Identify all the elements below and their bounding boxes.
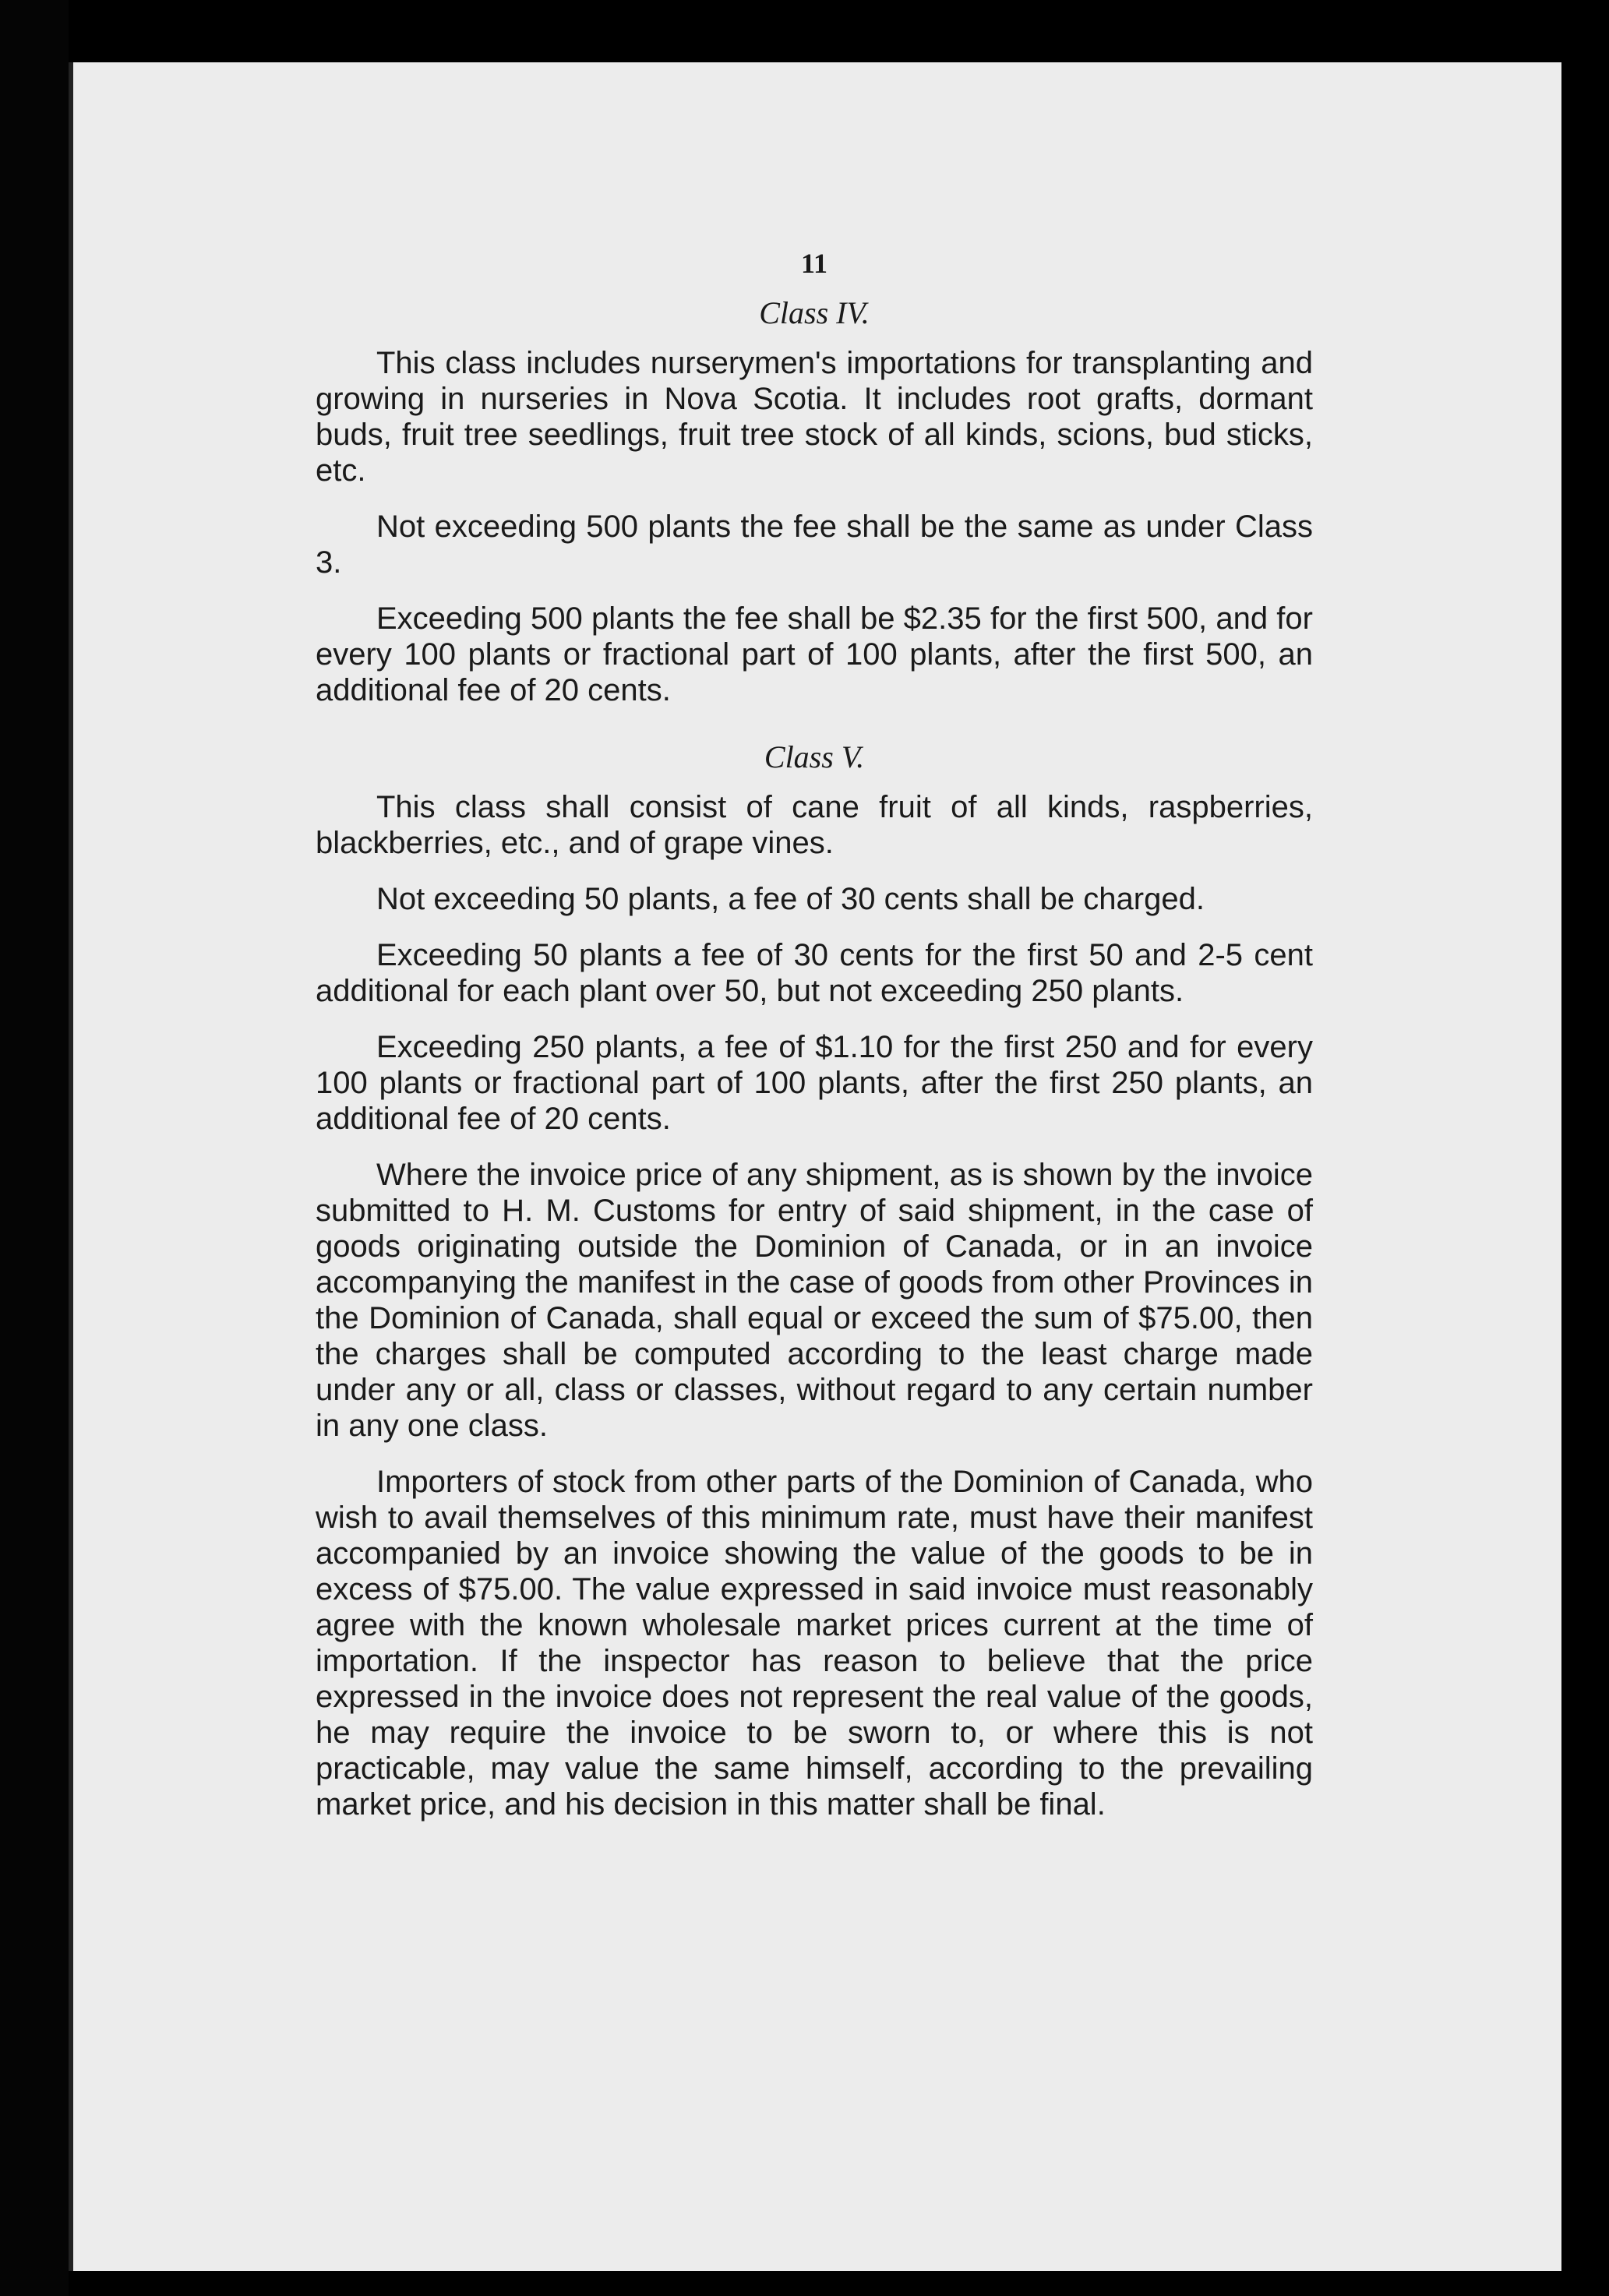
invoice-price-paragraph: Where the invoice price of any shipment, as is shown by the invoice submitted to H. M. Customs for entry of said shipment, in the case of goods originating outside the Dominion of Canada, or in an invoice accompanying the manifest in the case of goods from other Provinces in the Dominion of Canada, shall equal or exceed the sum of $75.00, then the charges shall be computed according to the least charge made under any or all, class or classes, without regard to any certain number in any one class. bbox=[316, 1158, 1313, 1443]
class-iv-paragraph: Exceeding 500 plants the fee shall be $2.35 for the first 500, and for every 100 plants or fractional part of 100 plants, after the first 500, an additional fee of 20 cents. bbox=[316, 601, 1313, 707]
class-iv-paragraph: Not exceeding 500 plants the fee shall be the same as under Class 3. bbox=[316, 510, 1313, 580]
class-v-paragraph: Exceeding 50 plants a fee of 30 cents for the first 50 and 2-5 cent additional for each plant over 50, but not exceeding 250 plants. bbox=[316, 938, 1313, 1008]
class-iv-heading: Class IV. bbox=[759, 295, 870, 330]
page-text bbox=[316, 245, 1313, 1843]
class-v-paragraph: Exceeding 250 plants, a fee of $1.10 for the first 250 and for every 100 plants or fractional part of 100 plants, after the first 250 plants, an additional fee of 20 cents. bbox=[316, 1030, 1313, 1136]
class-v-heading: Class V. bbox=[764, 739, 865, 774]
class-iv-paragraph: This class includes nurserymen's importations for transplanting and growing in nurseries in Nova Scotia. It includes root grafts, dormant buds, fruit tree seedlings, fruit tree stock of all kinds, scions, bud sticks, etc. bbox=[316, 346, 1313, 488]
class-v-paragraph: Not exceeding 50 plants, a fee of 30 cents shall be charged. bbox=[376, 882, 1205, 916]
class-v-paragraph: This class shall consist of cane fruit of all kinds, raspberries, blackberries, etc., and of grape vines. bbox=[316, 790, 1313, 860]
previous-page-edge bbox=[0, 0, 69, 2296]
importers-paragraph: Importers of stock from other parts of the Dominion of Canada, who wish to avail themselves of this minimum rate, must have their manifest accompanied by an invoice showing the value of the goods to be in excess of $75.00. The value expressed in said invoice must reasonably agree with the known wholesale market prices current at the time of importation. If the inspector has reason to believe that the price expressed in the invoice does not represent the real value of the goods, he may require the invoice to be sworn to, or where this is not practicable, may value the same himself, according to the prevailing market price, and his decision in this matter shall be final. bbox=[316, 1465, 1313, 1822]
page-number: 11 bbox=[800, 248, 827, 279]
